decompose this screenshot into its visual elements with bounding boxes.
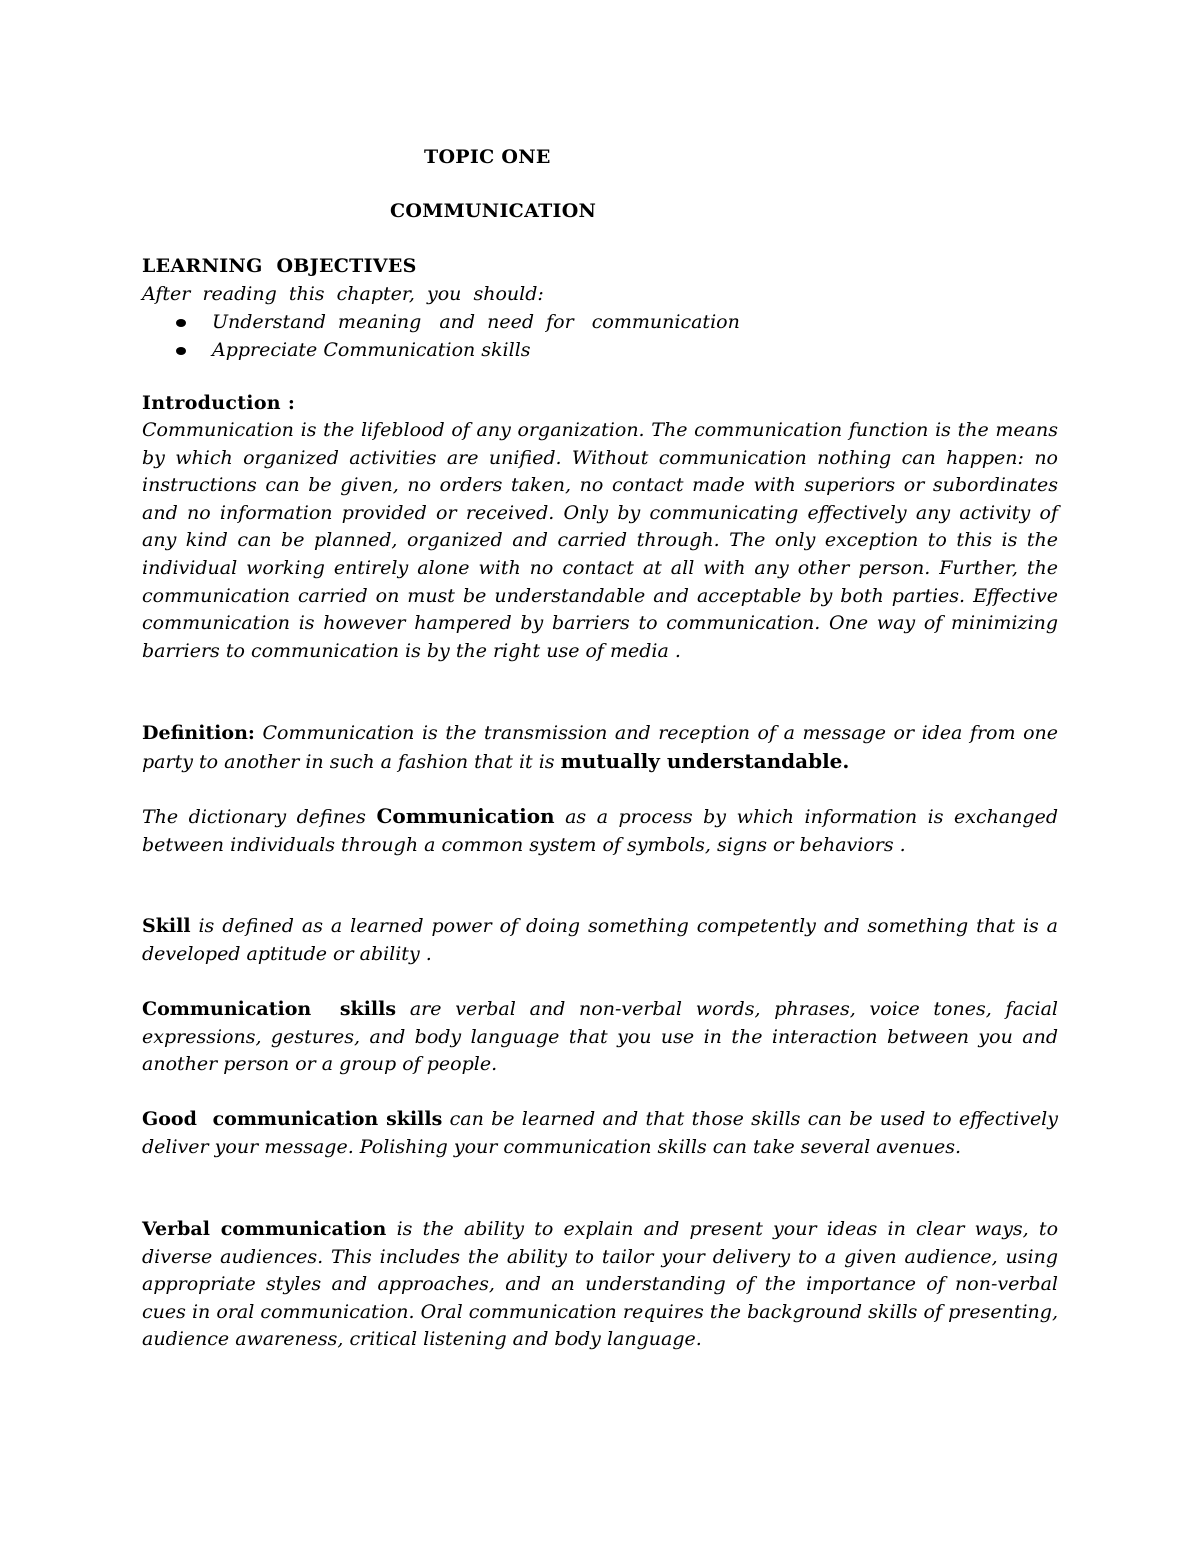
dictionary-paragraph	[142, 803, 1058, 859]
objectives-list	[142, 308, 1058, 364]
introduction-heading: Introduction :	[142, 392, 296, 414]
list-item	[142, 336, 1058, 364]
dictionary-post: as a process by which information is exchanged between individuals through a common system of symbols, signs or behaviors .	[142, 806, 1058, 856]
good-skills-body: can be learned and that those skills can be used to effectively deliver your message. Polishing your communication skills can take several avenues.	[142, 1108, 1058, 1158]
topic-label: TOPIC ONE	[424, 146, 551, 168]
introduction-section	[142, 390, 1058, 665]
chapter-title: COMMUNICATION	[390, 200, 597, 222]
skill-paragraph	[142, 913, 1058, 968]
dictionary-pre: The dictionary defines	[142, 806, 366, 828]
good-skills-paragraph	[142, 1106, 1058, 1161]
skill-term: Skill	[142, 915, 191, 937]
dictionary-term: Communication	[376, 804, 555, 828]
objective-text: Appreciate Communication skills	[212, 339, 531, 361]
verbal-communication-paragraph	[142, 1216, 1058, 1354]
bullet-icon	[176, 347, 186, 355]
definition-label: Definition:	[142, 722, 255, 744]
objectives-intro: After reading this chapter, you should:	[142, 283, 544, 305]
skill-body: is defined as a learned power of doing something competently and something that is a developed aptitude or ability .	[142, 915, 1058, 965]
list-item	[142, 308, 1058, 336]
communication-skills-body: are verbal and non-verbal words, phrases, voice tones, facial expressions, gestures, and body language that you use in the interaction between you and another person or a group of people.	[142, 998, 1058, 1076]
definition-paragraph	[142, 720, 1058, 776]
learning-objectives-heading: LEARNING OBJECTIVES	[142, 255, 417, 277]
objective-text: Understand meaning and need for communication	[212, 311, 740, 333]
good-skills-term: Good communication skills	[142, 1108, 443, 1130]
communication-skills-paragraph	[142, 996, 1058, 1079]
verbal-body: is the ability to explain and present your ideas in clear ways, to diverse audiences. This includes the ability to tailor your delivery to a given audience, using appropriate styles and approaches, and an understanding of the importance of non-verbal cues in oral communication. Oral communication requires the background skills of presenting, audience awareness, critical listening and body language.	[142, 1218, 1059, 1351]
learning-objectives-section	[142, 253, 1058, 364]
verbal-term: Verbal communication	[142, 1218, 387, 1240]
communication-skills-term: Communication skills	[142, 998, 397, 1020]
bullet-icon	[176, 319, 186, 327]
introduction-body: Communication is the lifeblood of any organization. The communication function is the means by which organized activities are unified. Without communication nothing can happen: no instructions can be given, no orders taken, no contact made with superiors or subordinates and no information provided or received. Only by communicating effectively any activity of any kind can be planned, organized and carried through. The only exception to this is the individual working entirely alone with no contact at all with any other person. Further, the communication carried on must be understandable and acceptable by both parties. Effective communication is however hampered by barriers to communication. One way of minimizing barriers to communication is by the right use of media .	[142, 419, 1058, 662]
definition-emphasis: mutually understandable.	[560, 748, 850, 773]
definition-body: Communication is the transmission and reception of a message or idea from one party to another in such a fashion that it is	[142, 722, 1058, 773]
